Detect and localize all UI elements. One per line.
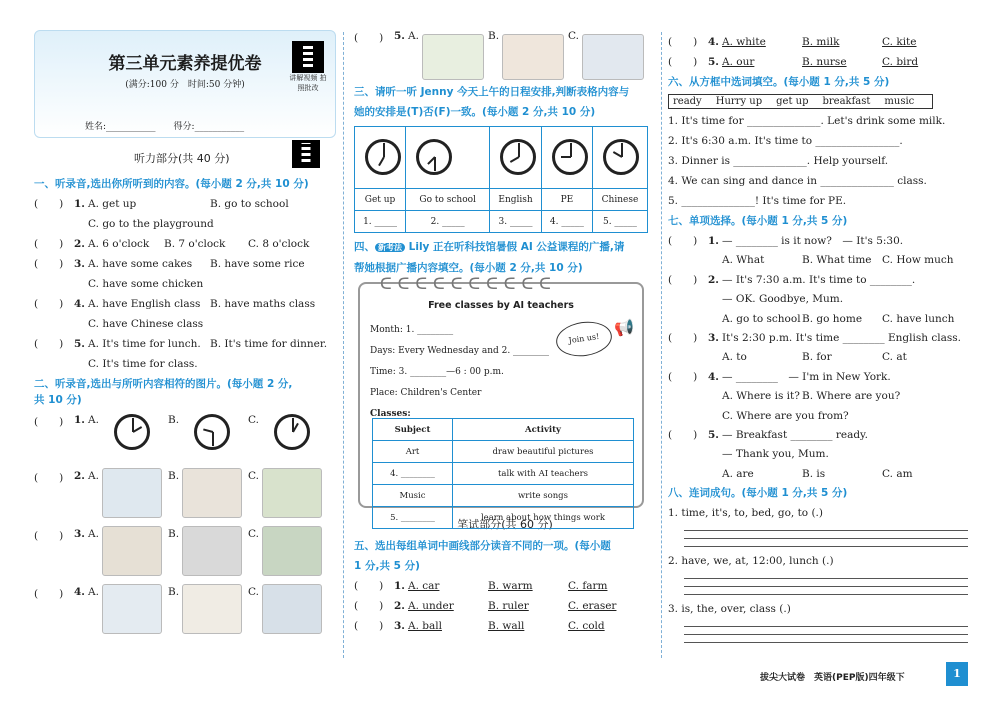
new-type-badge: 新考法 xyxy=(375,243,405,252)
ad-title: Free classes by AI teachers xyxy=(428,300,574,311)
activity-cell: Go to school xyxy=(406,189,490,211)
name-score-line: 姓名:___________ 得分:___________ xyxy=(85,122,245,132)
section-5-questions-cont xyxy=(668,32,968,72)
option[interactable]: C. at xyxy=(882,351,907,364)
scene-image[interactable] xyxy=(582,34,644,80)
option[interactable]: A. under xyxy=(408,600,454,612)
activity-cell: English xyxy=(490,189,542,211)
column-right xyxy=(668,32,968,658)
reorder-question: 2. have, we, at, 12:00, lunch (.) xyxy=(668,555,834,568)
option[interactable]: C. 8 o'clock xyxy=(248,238,310,250)
word-box xyxy=(668,94,933,109)
page-number: 1 xyxy=(946,662,968,686)
clock-icon xyxy=(114,414,150,450)
option[interactable]: A. white xyxy=(722,36,766,48)
question-number: 2. xyxy=(74,238,85,250)
question-number: 1. xyxy=(74,198,85,210)
scene-image[interactable] xyxy=(262,468,322,518)
option-label[interactable]: A. xyxy=(88,528,99,540)
option[interactable]: C. Where are you from? xyxy=(722,409,849,422)
option[interactable]: B. nurse xyxy=(802,56,847,68)
minute-hand xyxy=(621,143,623,157)
option[interactable]: A. get up xyxy=(88,198,137,210)
section-1-questions xyxy=(34,194,336,374)
listening-heading-row xyxy=(34,138,336,174)
ad-place: Place: Children's Center xyxy=(370,388,482,398)
answer-bracket[interactable]: ( ) xyxy=(34,238,64,250)
section-2-title: 二、听录音,选出与所听内容相符的图片。(每小题 2 分, xyxy=(34,378,293,390)
answer-bracket[interactable]: ( ) xyxy=(668,370,698,383)
option[interactable]: A. It's time for lunch. xyxy=(88,338,201,350)
option[interactable]: A. our xyxy=(722,56,755,68)
option[interactable]: B. have some rice xyxy=(210,258,305,270)
question-row xyxy=(34,214,336,234)
option[interactable]: B. It's time for dinner. xyxy=(210,338,328,350)
question-number: 5. xyxy=(708,56,719,68)
section-6-title: 六、从方框中选词填空。(每小题 1 分,共 5 分) xyxy=(668,76,890,88)
section-4-title-text: Lily 正在听科技馆暑假 AI 公益课程的广播,请 xyxy=(408,241,625,253)
question-number: 3. xyxy=(74,528,85,540)
section-6-questions xyxy=(668,111,968,211)
qr-icon xyxy=(292,41,324,73)
question-row xyxy=(668,406,968,425)
question-row xyxy=(668,386,968,405)
scene-image[interactable] xyxy=(422,34,484,80)
question-number: 1. xyxy=(394,580,405,592)
answer-bracket[interactable]: ( ) xyxy=(668,331,698,344)
question-row xyxy=(354,596,656,616)
answer-bracket[interactable]: ( ) xyxy=(34,298,64,310)
writing-line[interactable] xyxy=(684,571,968,579)
option[interactable]: — ________ — I'm in New York. xyxy=(722,370,891,383)
answer-cell[interactable]: 3. _____ xyxy=(490,211,542,233)
option[interactable]: — Thank you, Mum. xyxy=(722,448,829,461)
option[interactable]: A. go to school xyxy=(722,312,801,325)
section-5-questions xyxy=(354,576,656,636)
option[interactable]: B. have maths class xyxy=(210,298,316,310)
question-row xyxy=(34,254,336,274)
option[interactable]: A. What xyxy=(722,254,765,267)
section-4-number: 四、 xyxy=(354,241,375,253)
section-2-title-cont: 共 10 分) xyxy=(34,394,82,406)
minute-hand xyxy=(383,143,385,157)
question-number: 5. xyxy=(394,30,405,42)
question-row xyxy=(34,354,336,374)
answer-cell[interactable]: 2. _____ xyxy=(406,211,490,233)
answer-cell[interactable]: 5. _____ xyxy=(592,211,647,233)
scene-image[interactable] xyxy=(182,526,242,576)
ad-time: Time: 3. ________—6 : 00 p.m. xyxy=(370,367,504,377)
table-row xyxy=(373,507,634,529)
option-label[interactable]: A. xyxy=(88,586,99,598)
answer-bracket[interactable]: ( ) xyxy=(34,338,64,350)
column-middle xyxy=(354,30,656,658)
minute-hand xyxy=(518,143,520,157)
subject-cell: Music xyxy=(373,485,453,507)
activity-cell: PE xyxy=(541,189,592,211)
answer-bracket[interactable]: ( ) xyxy=(34,416,64,428)
question-number: 2. xyxy=(708,273,719,286)
qr-icon[interactable] xyxy=(292,140,320,168)
question-row xyxy=(668,367,968,386)
scene-image[interactable] xyxy=(502,34,564,80)
writing-line[interactable] xyxy=(684,539,968,547)
option[interactable]: A. to xyxy=(722,351,747,364)
clock-cell xyxy=(592,127,647,189)
question-row xyxy=(668,52,968,72)
option[interactable]: A. have English class xyxy=(88,298,201,310)
clock-icon xyxy=(194,414,230,450)
clock-icon xyxy=(365,139,401,175)
section-5-title-cont: 1 分,共 5 分) xyxy=(354,560,420,572)
section-7-title: 七、单项选择。(每小题 1 分,共 5 分) xyxy=(668,215,848,227)
question-number: 1. xyxy=(74,414,85,426)
option[interactable]: B. is xyxy=(802,467,826,480)
picture-question xyxy=(34,582,336,640)
writing-line[interactable] xyxy=(684,627,968,635)
question-number: 5. xyxy=(708,428,719,441)
option[interactable]: B. wall xyxy=(488,620,525,632)
scene-image[interactable] xyxy=(102,526,162,576)
spacer xyxy=(668,643,968,647)
activity-cell: write songs xyxy=(453,485,634,507)
question-number: 4. xyxy=(74,586,85,598)
scene-image[interactable] xyxy=(262,526,322,576)
option[interactable]: — OK. Goodbye, Mum. xyxy=(722,293,844,306)
section-5-title: 五、选出每组单词中画线部分读音不同的一项。(每小题 xyxy=(354,540,611,552)
option[interactable]: A. are xyxy=(722,467,754,480)
option[interactable]: C. kite xyxy=(882,36,917,48)
question-row xyxy=(668,328,968,347)
answer-bracket[interactable]: ( ) xyxy=(668,235,698,247)
fill-question[interactable]: 5. ______________! It's time for PE. xyxy=(668,195,847,207)
question-row xyxy=(668,250,968,269)
answer-bracket[interactable]: ( ) xyxy=(34,258,64,270)
section-8-title: 八、连词成句。(每小题 1 分,共 5 分) xyxy=(668,487,848,500)
question-row xyxy=(668,270,968,289)
answer-bracket[interactable]: ( ) xyxy=(354,580,384,592)
activity-cell: Get up xyxy=(355,189,406,211)
option-label[interactable]: B. xyxy=(488,30,500,42)
question-number: 3. xyxy=(394,620,405,632)
question-number: 4. xyxy=(708,370,719,383)
reorder-question: 3. is, the, over, class (.) xyxy=(668,603,791,616)
question-number: 2. xyxy=(74,470,85,482)
answer-bracket[interactable]: ( ) xyxy=(668,273,698,286)
answer-bracket[interactable]: ( ) xyxy=(668,428,698,441)
activity-cell: talk with AI teachers xyxy=(453,463,634,485)
word-option[interactable]: get up xyxy=(776,96,809,107)
written-heading: 笔试部分(共 60 分) xyxy=(457,518,553,531)
section-2-question-5 xyxy=(354,30,656,82)
megaphone-icon: 📢 xyxy=(614,318,634,337)
answer-bracket[interactable]: ( ) xyxy=(354,620,384,632)
hour-hand xyxy=(378,157,385,167)
answer-bracket[interactable]: ( ) xyxy=(668,56,698,68)
section-2-questions xyxy=(34,410,336,640)
answer-bracket[interactable]: ( ) xyxy=(354,600,384,612)
picture-question xyxy=(34,466,336,524)
section-3-title-cont: 她的安排是(T)否(F)一致。(每小题 2 分,共 10 分) xyxy=(354,106,596,118)
question-number: 3. xyxy=(708,331,719,344)
section-3-title: 三、请听一听 Jenny 今天上午的日程安排,判断表格内容与 xyxy=(354,86,630,98)
option[interactable]: B. for xyxy=(802,351,832,364)
scene-image[interactable] xyxy=(102,584,162,634)
option[interactable]: C. have lunch xyxy=(882,312,955,325)
picture-question xyxy=(34,410,336,466)
option[interactable]: — It's 7:30 a.m. It's time to ________. xyxy=(722,273,916,286)
answer-bracket[interactable]: ( ) xyxy=(34,530,64,542)
footer-text: 拔尖大试卷 英语(PEP版)四年级下 xyxy=(760,673,905,683)
fill-question[interactable]: 1. It's time for ______________. Let's drink some milk. xyxy=(668,115,946,127)
option-label[interactable]: C. xyxy=(248,470,259,482)
ad-class-table xyxy=(372,418,634,529)
writing-line[interactable] xyxy=(684,619,968,627)
question-row xyxy=(34,194,336,214)
clock-cell xyxy=(490,127,542,189)
option[interactable]: C. have some chicken xyxy=(88,278,204,290)
question-row xyxy=(668,444,968,463)
clock-cell xyxy=(406,127,490,189)
option-label[interactable]: A. xyxy=(88,414,99,426)
writing-line[interactable] xyxy=(684,587,968,595)
fill-question[interactable]: 3. Dinner is ______________. Help yourself. xyxy=(668,155,889,167)
option[interactable]: C. am xyxy=(882,467,913,480)
word-option[interactable]: Hurry up xyxy=(715,96,763,107)
option-label[interactable]: A. xyxy=(408,30,419,42)
qr-code[interactable] xyxy=(289,41,327,93)
minute-hand xyxy=(570,143,572,157)
scene-image[interactable] xyxy=(102,468,162,518)
question-row xyxy=(34,294,336,314)
question-row xyxy=(668,347,968,366)
schedule-table xyxy=(354,126,648,233)
fill-question[interactable]: 2. It's 6:30 a.m. It's time to ________________. xyxy=(668,135,903,147)
option[interactable]: A. car xyxy=(408,580,440,592)
answer-bracket[interactable]: ( ) xyxy=(354,32,384,44)
clock-cell xyxy=(355,127,406,189)
fill-question[interactable]: 4. We can sing and dance in ______________ class. xyxy=(668,175,927,187)
th-activity: Activity xyxy=(453,419,634,441)
answer-cell[interactable]: 1. _____ xyxy=(355,211,406,233)
minute-hand xyxy=(212,432,214,446)
option-label[interactable]: C. xyxy=(248,528,259,540)
option[interactable]: C. cold xyxy=(568,620,605,632)
qr-label: 讲解视频 拍照批改 xyxy=(289,74,327,92)
question-row xyxy=(668,309,968,328)
question-row xyxy=(354,616,656,636)
divider xyxy=(343,32,344,658)
writing-line[interactable] xyxy=(684,523,968,531)
option-label[interactable]: C. xyxy=(248,414,259,426)
ad-month: Month: 1. ________ xyxy=(370,325,454,335)
activity-cell: Chinese xyxy=(592,189,647,211)
subject-cell[interactable]: 5. ________ xyxy=(373,507,453,529)
option[interactable]: C. bird xyxy=(882,56,919,68)
question-row xyxy=(668,464,968,483)
option[interactable]: A. ball xyxy=(408,620,442,632)
activity-cell: draw beautiful pictures xyxy=(453,441,634,463)
th-subject: Subject xyxy=(373,419,453,441)
clock-icon xyxy=(500,139,536,175)
reorder-question: 1. time, it's, to, bed, go, to (.) xyxy=(668,507,823,520)
option[interactable]: B. ruler xyxy=(488,600,529,612)
section-4-title xyxy=(354,237,656,258)
listening-heading: 听力部分(共 40 分) xyxy=(134,152,230,165)
ad-classes: Classes: xyxy=(370,409,411,419)
question-row xyxy=(354,576,656,596)
ad-info xyxy=(370,320,549,425)
divider xyxy=(661,32,662,658)
question-row xyxy=(668,231,968,250)
clock-icon xyxy=(416,139,452,175)
option[interactable]: — Breakfast ________ ready. xyxy=(722,428,868,441)
column-left xyxy=(34,30,336,658)
option-label[interactable]: C. xyxy=(248,586,259,598)
option[interactable]: B. go to school xyxy=(210,198,289,210)
option[interactable]: C. farm xyxy=(568,580,608,592)
option-label[interactable]: A. xyxy=(88,470,99,482)
answer-bracket[interactable]: ( ) xyxy=(34,472,64,484)
option[interactable]: B. milk xyxy=(802,36,840,48)
option[interactable]: A. Where is it? xyxy=(722,390,800,403)
option[interactable]: B. 7 o'clock xyxy=(164,238,226,250)
ad-days: Days: Every Wednesday and 2. ________ xyxy=(370,346,550,356)
option-label[interactable]: B. xyxy=(168,586,180,598)
minute-hand xyxy=(292,418,294,432)
exam-title: 第三单元素养提优卷 xyxy=(108,54,262,74)
join-us-burst: Join us! xyxy=(554,318,614,359)
question-number: 5. xyxy=(74,338,85,350)
word-option[interactable]: ready xyxy=(673,96,702,107)
scene-image[interactable] xyxy=(262,584,322,634)
question-row xyxy=(34,314,336,334)
section-4-title-cont: 帮她根据广播内容填空。(每小题 2 分,共 10 分) xyxy=(354,262,583,274)
section-7-questions xyxy=(668,231,968,483)
subject-cell: Art xyxy=(373,441,453,463)
question-row xyxy=(668,425,968,444)
clock-icon xyxy=(552,139,588,175)
answer-bracket[interactable]: ( ) xyxy=(668,36,698,48)
word-option[interactable]: breakfast xyxy=(822,96,871,107)
option[interactable]: B. warm xyxy=(488,580,533,592)
ring-binder-icon: ᑕᑕᑕᑕᑕᑕᑕᑕᑕᑕ xyxy=(380,274,557,293)
option-label[interactable]: B. xyxy=(168,414,180,426)
ad-poster xyxy=(358,274,656,523)
option[interactable]: B. Where are you? xyxy=(802,390,901,403)
question-number: 4. xyxy=(708,36,719,48)
subject-cell[interactable]: 4. ________ xyxy=(373,463,453,485)
question-number: 4. xyxy=(74,298,85,310)
option[interactable]: C. How much xyxy=(882,254,954,267)
scene-image[interactable] xyxy=(182,584,242,634)
writing-line[interactable] xyxy=(684,531,968,539)
question-number: 2. xyxy=(394,600,405,612)
clock-cell xyxy=(541,127,592,189)
option[interactable]: A. have some cakes xyxy=(88,258,193,270)
option[interactable]: B. go home xyxy=(802,312,863,325)
option[interactable]: It's 2:30 p.m. It's time ________ English class. xyxy=(722,331,961,344)
hour-hand xyxy=(510,156,520,163)
table-row xyxy=(373,485,634,507)
writing-line[interactable] xyxy=(684,635,968,643)
writing-line[interactable] xyxy=(684,579,968,587)
option[interactable]: C. go to the playground xyxy=(88,218,214,230)
option[interactable]: C. eraser xyxy=(568,600,617,612)
question-row xyxy=(668,32,968,52)
option[interactable]: A. 6 o'clock xyxy=(88,238,150,250)
section-8-questions xyxy=(668,503,968,647)
answer-bracket[interactable]: ( ) xyxy=(34,588,64,600)
clock-icon xyxy=(274,414,310,450)
minute-hand xyxy=(132,418,134,432)
section-1-title: 一、听录音,选出你所听到的内容。(每小题 2 分,共 10 分) xyxy=(34,178,309,190)
table-row xyxy=(373,441,634,463)
clock-icon xyxy=(603,139,639,175)
minute-hand xyxy=(434,157,436,171)
picture-question xyxy=(34,524,336,582)
option[interactable]: C. It's time for class. xyxy=(88,358,198,370)
answer-bracket[interactable]: ( ) xyxy=(34,198,64,210)
answer-cell[interactable]: 4. _____ xyxy=(541,211,592,233)
option-label[interactable]: B. xyxy=(168,528,180,540)
option[interactable]: — ________ is it now? — It's 5:30. xyxy=(722,235,904,247)
exam-subtitle: (满分:100 分 时间:50 分钟) xyxy=(125,80,245,90)
question-number: 3. xyxy=(74,258,85,270)
activity-cell: learn about how things work xyxy=(453,507,634,529)
question-row xyxy=(34,234,336,254)
question-number: 1. xyxy=(708,235,719,247)
ad-board xyxy=(358,274,644,523)
option[interactable]: B. What time xyxy=(802,254,872,267)
scene-image[interactable] xyxy=(182,468,242,518)
word-option[interactable]: music xyxy=(884,96,915,107)
question-row xyxy=(668,289,968,308)
question-row xyxy=(34,334,336,354)
option-label[interactable]: B. xyxy=(168,470,180,482)
option-label[interactable]: C. xyxy=(568,30,579,42)
exam-header xyxy=(34,30,336,138)
option[interactable]: C. have Chinese class xyxy=(88,318,204,330)
table-row xyxy=(373,463,634,485)
question-row xyxy=(34,274,336,294)
